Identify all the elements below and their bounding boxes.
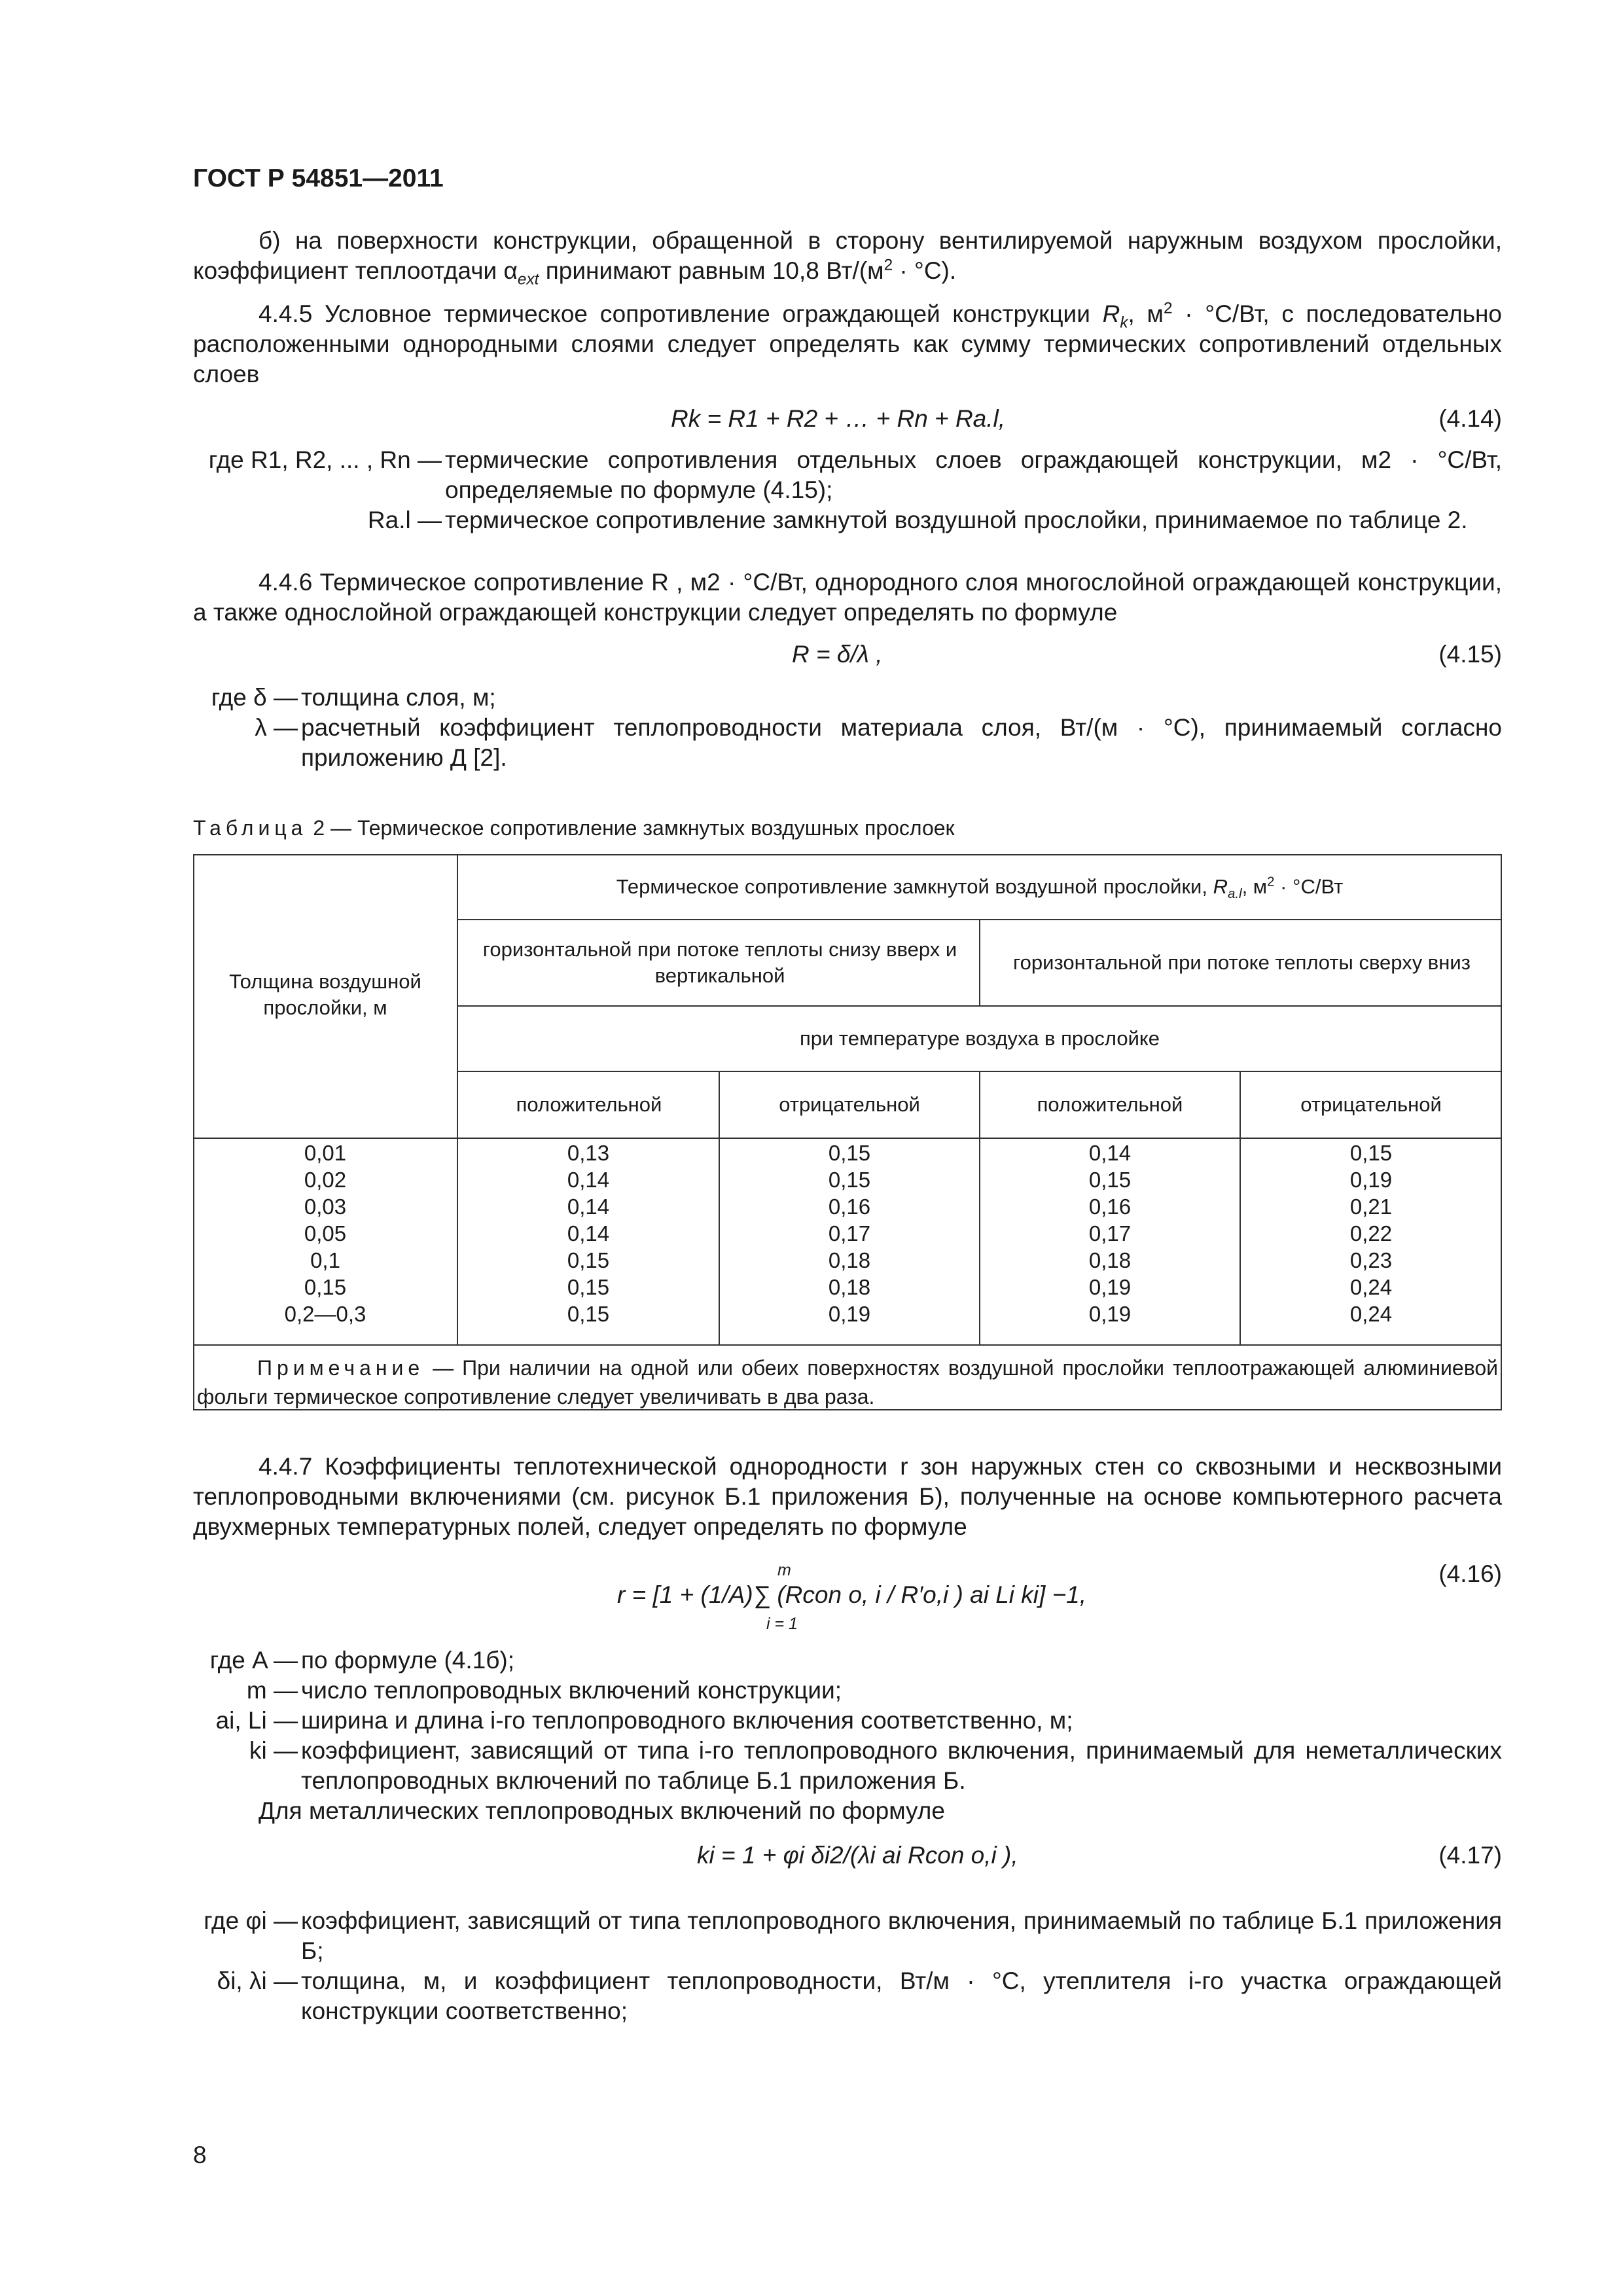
table-cell: 0,18 <box>828 1248 871 1272</box>
subheader-negative: отрицательной <box>1300 1093 1442 1116</box>
paragraph-4-4-7: 4.4.7 Коэффициенты теплотехнической однородности r зон наружных стен со сквозными и несквозными теплопроводными включениями (см. рисунок Б.1 приложения Б), полученные на основе компьютерного расчета двухмерных температурных полей, следует определять по формуле <box>193 1453 1502 1540</box>
table-cell: 0,17 <box>828 1221 871 1246</box>
table-cell: 0,15 <box>304 1275 347 1299</box>
equation-number: (4.14) <box>1438 405 1502 432</box>
table-cell: 0,18 <box>1088 1248 1132 1272</box>
definition-row: δi, λi — толщина, м, и коэффициент теплопроводности, Вт/м · °С, утеплителя i-го участка ограждающей конструкции соответственно; <box>217 1967 1502 2024</box>
table-cell: 0,18 <box>828 1275 871 1299</box>
table-cell: 0,15 <box>828 1168 871 1192</box>
equation-number: (4.15) <box>1438 641 1502 668</box>
table-cell: 0,1 <box>310 1248 340 1272</box>
table-cell: 0,24 <box>1349 1302 1393 1326</box>
table-cell: 0,2—0,3 <box>284 1302 366 1326</box>
definition-row: m — число теплопроводных включений конструкции; <box>246 1677 842 1704</box>
table-cell: 0,13 <box>567 1141 610 1165</box>
table-cell: 0,14 <box>567 1221 610 1246</box>
sum-lower-limit: i = 1 <box>766 1615 798 1633</box>
table-cell: 0,15 <box>828 1141 871 1165</box>
equation-4-14 <box>193 404 1502 442</box>
table-cell: 0,14 <box>567 1168 610 1192</box>
definition-row: где δ — толщина слоя, м; <box>211 684 496 711</box>
column-up-negative <box>719 1139 980 1327</box>
paragraph-4-4-5: 4.4.5 Условное термическое сопротивление ограждающей конструкции $R_k$, $м^2 \cdot ^\circ С/Вт$, с последовательно расположенными однородными слоями следует определять как сумму термических сопротивлений отдельных слоев <box>193 299 1502 387</box>
table-cell: 0,21 <box>1349 1194 1393 1219</box>
table-cell: 0,14 <box>1088 1141 1132 1165</box>
paragraph-metal: Для металлических теплопроводных включений по формуле <box>259 1797 945 1824</box>
table-cell: 0,15 <box>567 1275 610 1299</box>
formula: Rk = R1 + R2 + … + Rn + Ra.l, <box>671 405 1006 432</box>
subheader-negative: отрицательной <box>779 1093 920 1116</box>
header-group-upward: горизонтальной при потоке теплоты снизу вверх и вертикальной <box>482 938 957 987</box>
header-group-downward: горизонтальной при потоке теплоты сверху вниз <box>1013 951 1471 974</box>
table-note: Примечание — При наличии на одной или обеих поверхностях воздушной прослойки теплоотражающей алюминиевой фольги термическое сопротивление следует увеличивать в два раза. <box>197 1356 1498 1408</box>
table-cell: 0,01 <box>304 1141 347 1165</box>
column-down-negative <box>1240 1139 1502 1327</box>
definition-row: где A — по формуле (4.1б); <box>209 1647 515 1674</box>
formula: R = δ/λ , <box>792 641 883 668</box>
equation-4-16 <box>193 1558 1502 1633</box>
sum-upper-limit: m <box>777 1561 791 1579</box>
table-cell: 0,02 <box>304 1168 347 1192</box>
subheader-positive: положительной <box>1037 1093 1183 1116</box>
definition-row: где R1, R2, ... , Rn — термические сопротивления отдельных слоев ограждающей конструкции, м2 · °С/Вт, определяемые по формуле (4.15); <box>208 446 1502 503</box>
equation-number: (4.17) <box>1438 1842 1502 1869</box>
table-cell: 0,15 <box>1088 1168 1132 1192</box>
definition-row: где φi — коэффициент, зависящий от типа теплопроводного включения, принимаемый по таблице Б.1 приложения Б; <box>204 1907 1502 1964</box>
header-temperature: при температуре воздуха в прослойке <box>799 1027 1160 1050</box>
formula: ki = 1 + φi δi2/(λi ai Rcon o,i ), <box>697 1842 1018 1869</box>
table-cell: 0,17 <box>1088 1221 1132 1246</box>
table-cell: 0,23 <box>1349 1248 1393 1272</box>
table-cell: 0,15 <box>567 1248 610 1272</box>
paragraph-b: б) на поверхности конструкции, обращенной в сторону вентилируемой наружным воздухом прослойки, коэффициент теплоотдачи $\alpha_{ext}$ принимают равным 10,8 $Вт/(м^2 \cdot ^\circ С)$. <box>193 227 1502 289</box>
table-cell: 0,05 <box>304 1221 347 1246</box>
document-header: ГОСТ Р 54851—2011 <box>193 164 444 192</box>
header-thickness: Толщина воздушной прослойки, м <box>229 970 421 1019</box>
column-up-positive <box>457 1139 719 1327</box>
table-cell: 0,19 <box>828 1302 871 1326</box>
table-cell: 0,24 <box>1349 1275 1393 1299</box>
formula: r = [1 + (1/A)∑ (Rcon o, i / R′o,i ) ai Li ki] −1, <box>617 1581 1087 1608</box>
table-caption: Таблица 2 — Термическое сопротивление замкнутых воздушных прослоек <box>193 816 955 840</box>
subheader-positive: положительной <box>516 1093 662 1116</box>
header-resistance: Термическое сопротивление замкнутой воздушной прослойки, $R_{a.l}$, $м^2 \cdot ^\circ С/Вт$ <box>616 874 1344 902</box>
equation-4-17 <box>193 1840 1502 1878</box>
table-cell: 0,16 <box>1088 1194 1132 1219</box>
equation-4-15 <box>193 639 1502 677</box>
equation-number: (4.16) <box>1438 1560 1502 1587</box>
table-cell: 0,03 <box>304 1194 347 1219</box>
table-cell: 0,16 <box>828 1194 871 1219</box>
table-cell: 0,19 <box>1088 1275 1132 1299</box>
table-cell: 0,19 <box>1349 1168 1393 1192</box>
definition-row: λ — расчетный коэффициент теплопроводности материала слоя, Вт/(м · °С), принимаемый согласно приложению Д [2]. <box>255 714 1502 771</box>
table-cell: 0,14 <box>567 1194 610 1219</box>
definition-row: ki — коэффициент, зависящий от типа i-го теплопроводного включения, принимаемый для неметаллических теплопроводных включений по таблице Б.1 приложения Б. <box>249 1737 1502 1794</box>
table-cell: 0,15 <box>567 1302 610 1326</box>
table-air-gap-resistance <box>193 854 1502 1410</box>
page-number: 8 <box>193 2142 207 2168</box>
table-cell: 0,15 <box>1349 1141 1393 1165</box>
definition-row: ai, Li — ширина и длина i-го теплопроводного включения соответственно, м; <box>215 1707 1073 1734</box>
table-cell: 0,22 <box>1349 1221 1393 1246</box>
column-thickness <box>193 1139 457 1327</box>
column-down-positive <box>980 1139 1240 1327</box>
table-cell: 0,19 <box>1088 1302 1132 1326</box>
paragraph-4-4-6: 4.4.6 Термическое сопротивление R , м2 · °С/Вт, однородного слоя многослойной ограждающей конструкции, а также однослойной ограждающей конструкции следует определять по формуле <box>193 569 1502 626</box>
definition-row: Ra.l — термическое сопротивление замкнутой воздушной прослойки, принимаемое по таблице 2. <box>367 507 1468 533</box>
